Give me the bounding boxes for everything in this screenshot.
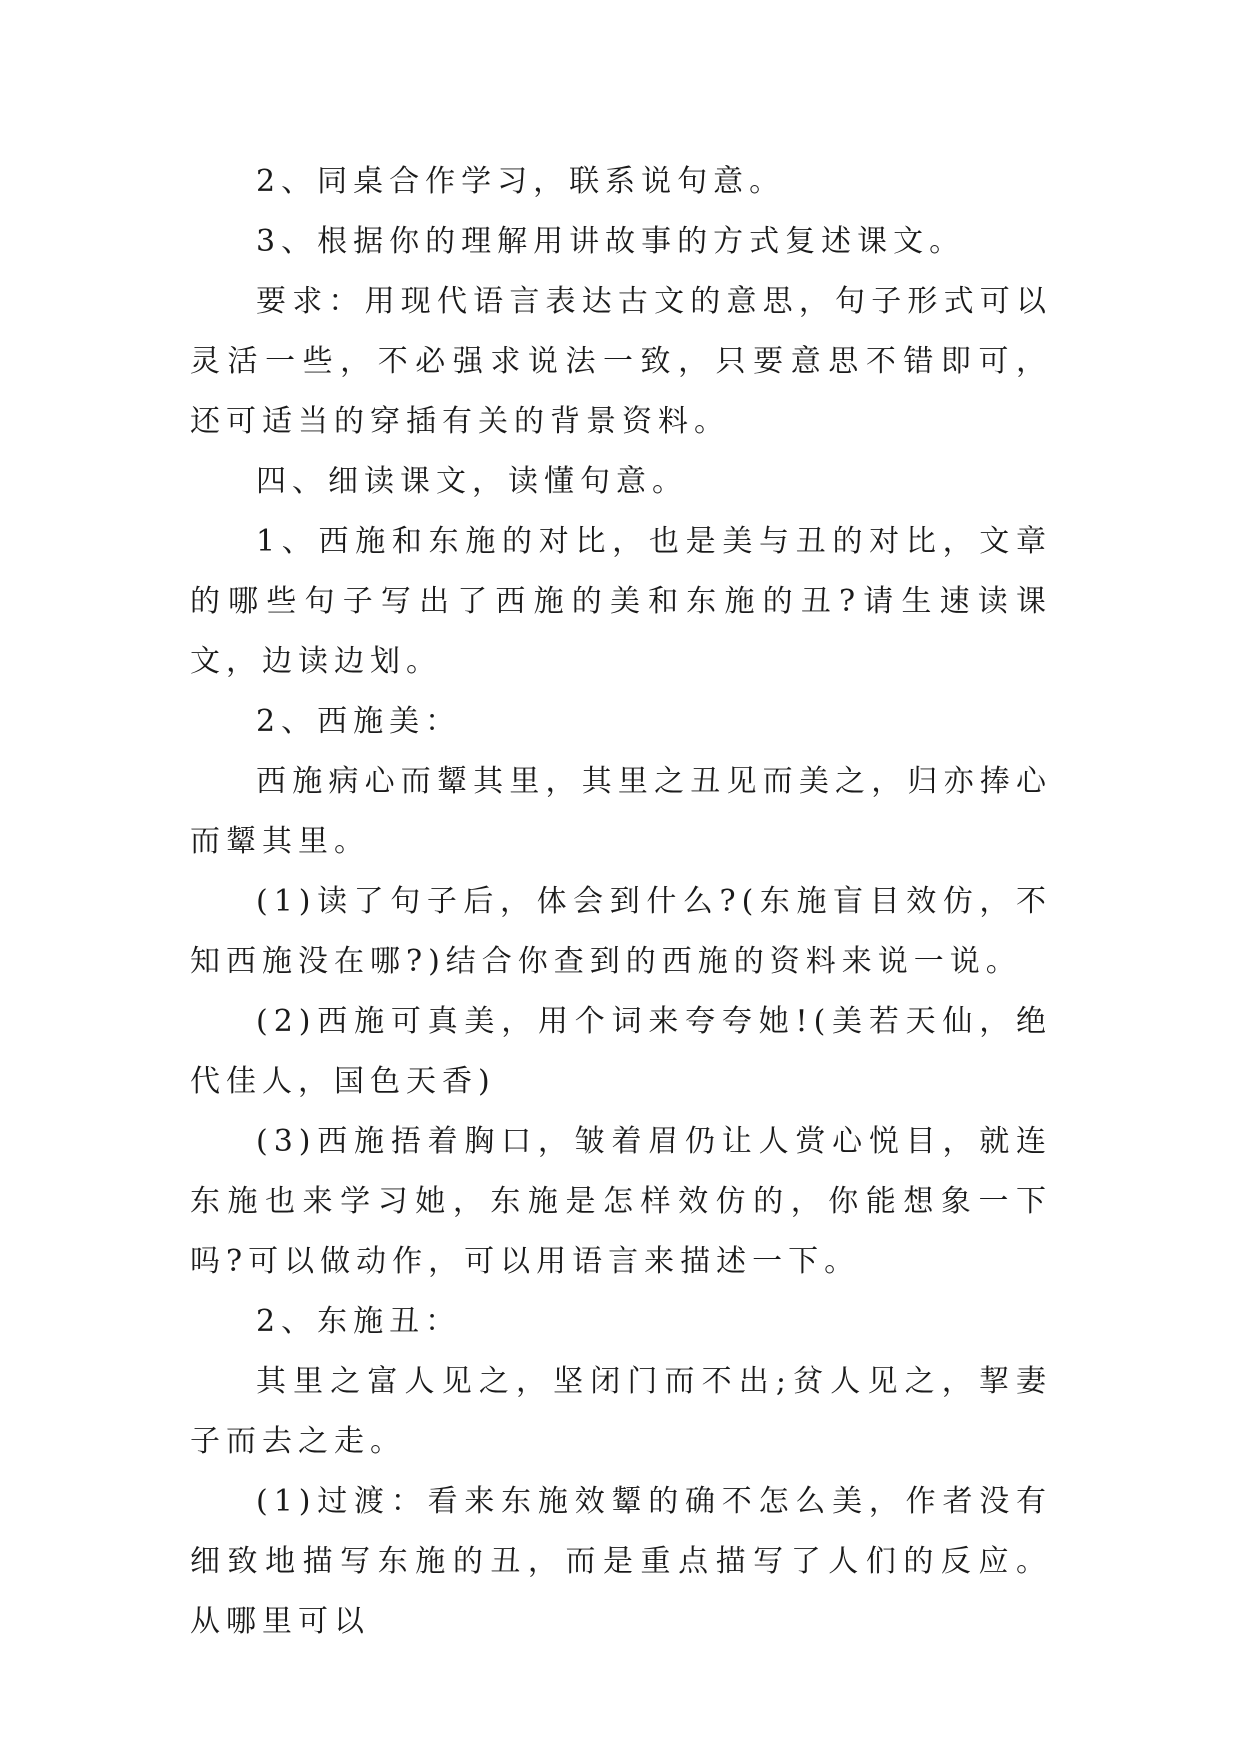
question-1: (1)读了句子后，体会到什么?(东施盲目效仿，不知西施没在哪?)结合你查到的西施的资料来说一说。 bbox=[190, 884, 1052, 979]
subheading-xishi-beauty: 2、西施美： bbox=[256, 704, 462, 739]
question-2: (2)西施可真美，用个词来夸夸她!(美若天仙，绝代佳人，国色天香) bbox=[190, 1004, 1052, 1099]
transition-paragraph: (1)过渡：看来东施效颦的确不怎么美，作者没有细致地描写东施的丑，而是重点描写了人们的反应。从哪里可以 bbox=[190, 1484, 1052, 1639]
paragraph-item-1: 1、西施和东施的对比，也是美与丑的对比，文章的哪些句子写出了西施的美和东施的丑?请生速读课文，边读边划。 bbox=[190, 524, 1052, 679]
section-heading-4: 四、细读课文，读懂句意。 bbox=[256, 464, 688, 499]
document-body bbox=[190, 152, 1052, 1652]
subheading-dongshi-ugly: 2、东施丑： bbox=[256, 1304, 462, 1339]
paragraph-step-2: 2、同桌合作学习，联系说句意。 bbox=[256, 164, 786, 199]
question-3: (3)西施捂着胸口，皱着眉仍让人赏心悦目，就连东施也来学习她，东施是怎样效仿的，你能想象一下吗?可以做动作，可以用语言来描述一下。 bbox=[190, 1124, 1052, 1279]
quote-dongshi: 其里之富人见之，坚闭门而不出;贫人见之，挈妻子而去之走。 bbox=[190, 1364, 1052, 1459]
paragraph-requirement: 要求：用现代语言表达古文的意思，句子形式可以灵活一些，不必强求说法一致，只要意思不错即可，还可适当的穿插有关的背景资料。 bbox=[190, 284, 1052, 439]
paragraph-step-3: 3、根据你的理解用讲故事的方式复述课文。 bbox=[256, 224, 966, 259]
quote-xishi: 西施病心而颦其里，其里之丑见而美之，归亦捧心而颦其里。 bbox=[190, 764, 1052, 859]
